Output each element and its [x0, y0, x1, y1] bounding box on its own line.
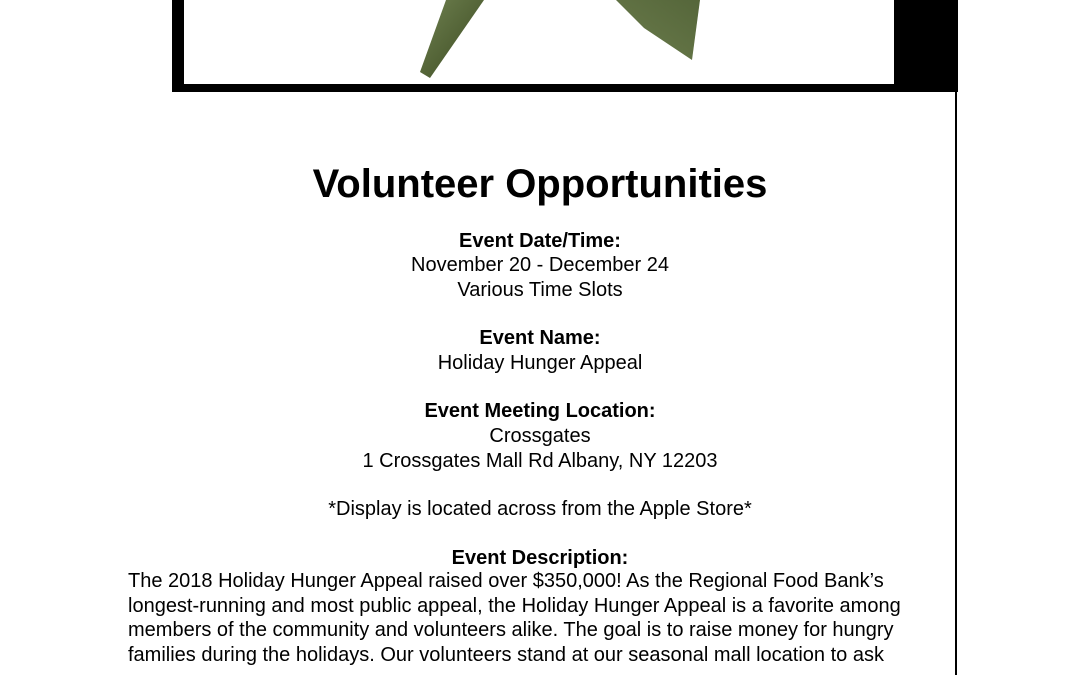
description-line: The 2018 Holiday Hunger Appeal raised over $350,000! As the Regional Food Bank’s — [128, 570, 884, 592]
event-name-value: Holiday Hunger Appeal — [437, 352, 643, 374]
event-description-body — [128, 569, 958, 667]
event-dates: November 20 - December 24 — [411, 254, 669, 276]
awareness-ribbon-icon — [184, 0, 894, 84]
description-line: families during the holidays. Our volunteers stand at our seasonal mall location to ask — [128, 643, 884, 666]
event-location-place: Crossgates — [489, 425, 591, 447]
event-time-slots: Various Time Slots — [457, 279, 623, 301]
description-line: longest-running and most public appeal, the Holiday Hunger Appeal is a favorite among — [128, 594, 901, 617]
header-image-frame — [172, 0, 958, 92]
event-location-heading: Event Meeting Location: — [424, 400, 656, 422]
event-description-heading: Event Description: — [451, 547, 629, 569]
header-image — [184, 0, 894, 84]
event-location-address: 1 Crossgates Mall Rd Albany, NY 12203 — [362, 450, 718, 472]
display-location-note: *Display is located across from the Apple Store* — [328, 498, 752, 520]
description-line: members of the community and volunteers alike. The goal is to raise money for hungry — [128, 619, 894, 641]
page-title: Volunteer Opportunities — [312, 162, 768, 206]
event-date-heading: Event Date/Time: — [459, 230, 621, 252]
event-name-heading: Event Name: — [479, 327, 601, 349]
